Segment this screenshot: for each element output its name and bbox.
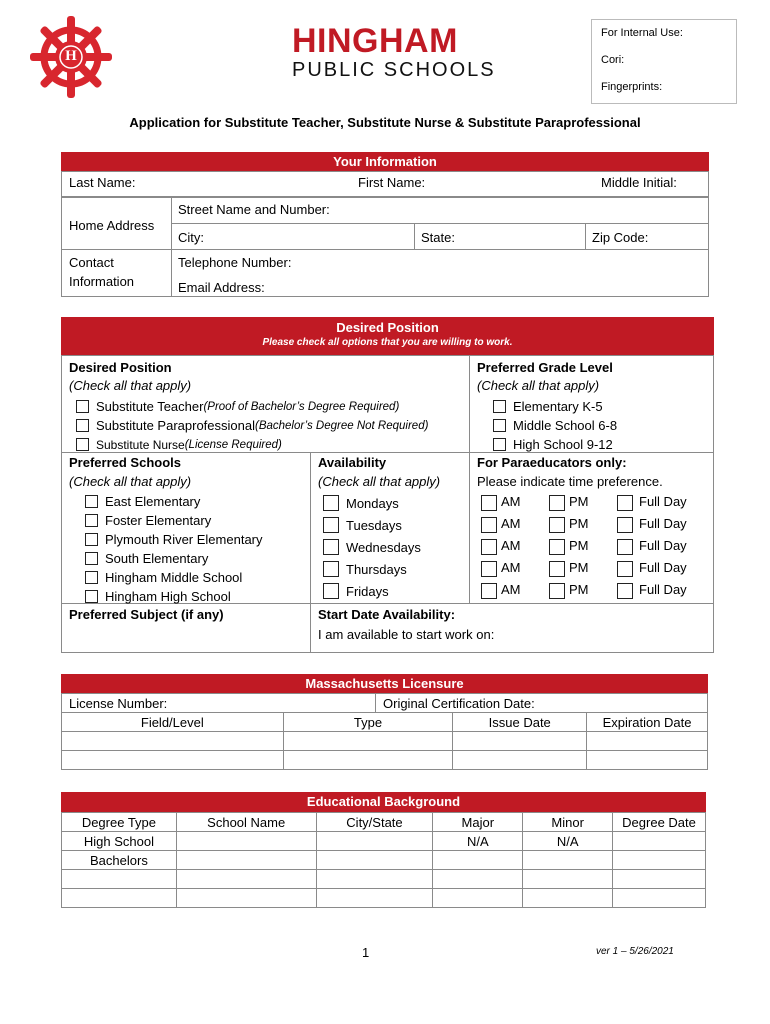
- checkbox[interactable]: [493, 438, 506, 451]
- time-option-label: AM: [501, 516, 521, 531]
- availability-title: Availability: [318, 455, 387, 470]
- table-cell[interactable]: [62, 751, 284, 770]
- school-logo: [28, 14, 114, 100]
- licensure-heading: Massachusetts Licensure: [61, 674, 708, 694]
- desired-position-subtitle: Please check all options that you are willing to work.: [262, 337, 513, 348]
- availability-check-all: (Check all that apply): [318, 474, 441, 489]
- brand-name: HINGHAM: [292, 22, 458, 60]
- table-cell[interactable]: [62, 870, 177, 889]
- grade-options: [493, 397, 693, 454]
- table-cell[interactable]: Bachelors: [62, 851, 177, 870]
- position-option: [76, 416, 466, 435]
- school-option-label: South Elementary: [105, 551, 209, 566]
- city-label[interactable]: City:: [178, 230, 204, 245]
- school-option: [85, 549, 305, 568]
- table-cell[interactable]: N/A: [523, 832, 613, 851]
- table-cell[interactable]: [283, 732, 453, 751]
- page-title: Application for Substitute Teacher, Substitute Nurse & Substitute Paraprofessional: [129, 115, 641, 130]
- checkbox[interactable]: [76, 419, 89, 432]
- table-cell[interactable]: [316, 832, 433, 851]
- subject-label[interactable]: Preferred Subject (if any): [69, 607, 224, 622]
- checkbox[interactable]: [76, 400, 89, 413]
- table-cell[interactable]: [62, 732, 284, 751]
- position-option-label: Substitute Teacher: [96, 399, 204, 414]
- checkbox[interactable]: [323, 517, 339, 533]
- grade-option: [493, 435, 693, 454]
- checkbox[interactable]: [549, 517, 565, 533]
- table-cell[interactable]: [433, 870, 523, 889]
- checkbox[interactable]: [481, 517, 497, 533]
- table-cell[interactable]: [176, 889, 316, 908]
- column-header: City/State: [316, 813, 433, 832]
- position-title: Desired Position: [69, 360, 172, 375]
- internal-use-box: [591, 19, 737, 104]
- checkbox[interactable]: [481, 495, 497, 511]
- first-name-label[interactable]: First Name:: [358, 175, 426, 190]
- contact-label-line2: Information: [69, 274, 135, 289]
- table-cell[interactable]: [453, 751, 587, 770]
- para-title: For Paraeducators only:: [477, 455, 627, 470]
- table-cell[interactable]: [176, 832, 316, 851]
- table-cell[interactable]: [176, 870, 316, 889]
- checkbox[interactable]: [85, 552, 98, 565]
- time-option-label: PM: [569, 494, 589, 509]
- time-option-label: PM: [569, 516, 589, 531]
- checkbox[interactable]: [481, 561, 497, 577]
- checkbox[interactable]: [481, 539, 497, 555]
- school-option-label: Hingham Middle School: [105, 570, 243, 585]
- fingerprints-label: Fingerprints:: [601, 81, 663, 93]
- checkbox[interactable]: [617, 539, 633, 555]
- checkbox[interactable]: [85, 571, 98, 584]
- checkbox[interactable]: [323, 539, 339, 555]
- time-option-label: PM: [569, 582, 589, 597]
- school-option: [85, 568, 305, 587]
- table-row: [62, 870, 706, 889]
- desired-position-heading: [61, 317, 714, 355]
- table-cell[interactable]: [433, 851, 523, 870]
- your-info-heading: Your Information: [61, 152, 709, 171]
- para-subtitle: Please indicate time preference.: [477, 474, 663, 489]
- time-row: [481, 558, 711, 580]
- street-label[interactable]: Street Name and Number:: [178, 202, 330, 217]
- school-option-label: East Elementary: [105, 494, 201, 509]
- page-number: 1: [362, 945, 370, 960]
- position-option-label: Substitute Nurse: [96, 437, 185, 452]
- position-option-label: Substitute Paraprofessional: [96, 418, 255, 433]
- table-cell[interactable]: [613, 889, 706, 908]
- day-option: [323, 536, 463, 558]
- checkbox[interactable]: [617, 583, 633, 599]
- time-row: [481, 536, 711, 558]
- day-option: [323, 492, 463, 514]
- school-options: [85, 492, 305, 606]
- position-check-all: (Check all that apply): [69, 378, 192, 393]
- start-date-label[interactable]: I am available to start work on:: [318, 627, 495, 642]
- time-option-label: AM: [501, 494, 521, 509]
- schools-check-all: (Check all that apply): [69, 474, 192, 489]
- checkbox[interactable]: [549, 495, 565, 511]
- last-name-label[interactable]: Last Name:: [69, 175, 136, 190]
- state-label[interactable]: State:: [421, 230, 455, 245]
- table-cell[interactable]: [453, 732, 587, 751]
- grade-option-label: Elementary K-5: [513, 399, 603, 414]
- day-option-label: Tuesdays: [346, 517, 402, 533]
- grade-option-label: Middle School 6-8: [513, 418, 618, 433]
- checkbox[interactable]: [549, 539, 565, 555]
- grade-option: [493, 397, 693, 416]
- table-cell[interactable]: High School: [62, 832, 177, 851]
- school-option-label: Foster Elementary: [105, 513, 212, 528]
- column-header: Issue Date: [453, 713, 587, 732]
- school-option-label: Plymouth River Elementary: [105, 532, 263, 547]
- day-option: [323, 580, 463, 602]
- table-header-row: [62, 813, 706, 832]
- time-option-label: Full Day: [639, 516, 687, 531]
- education-table: [61, 812, 706, 908]
- table-row: [62, 832, 706, 851]
- start-date-title: Start Date Availability:: [318, 607, 456, 622]
- email-label[interactable]: Email Address:: [178, 280, 265, 295]
- table-cell[interactable]: [176, 851, 316, 870]
- day-options: [323, 492, 463, 602]
- position-option-note: (License Required): [184, 438, 282, 451]
- grade-check-all: (Check all that apply): [477, 378, 600, 393]
- checkbox[interactable]: [85, 590, 98, 603]
- day-option-label: Wednesdays: [346, 539, 421, 555]
- table-cell[interactable]: [62, 889, 177, 908]
- position-option: [76, 435, 466, 454]
- telephone-label[interactable]: Telephone Number:: [178, 255, 292, 270]
- time-row: [481, 514, 711, 536]
- time-option-label: AM: [501, 560, 521, 575]
- checkbox[interactable]: [323, 561, 339, 577]
- table-cell[interactable]: [523, 889, 613, 908]
- checkbox[interactable]: [493, 400, 506, 413]
- column-header: Major: [433, 813, 523, 832]
- brand-subtitle: PUBLIC SCHOOLS: [292, 59, 496, 81]
- divider-vertical-right: [469, 355, 470, 603]
- time-option-label: Full Day: [639, 560, 687, 575]
- table-row: [62, 889, 706, 908]
- column-header: Degree Date: [613, 813, 706, 832]
- city-cell: [171, 223, 415, 250]
- time-options: [481, 492, 711, 602]
- table-cell[interactable]: [613, 851, 706, 870]
- zip-label[interactable]: Zip Code:: [592, 230, 649, 245]
- day-option: [323, 558, 463, 580]
- school-option: [85, 511, 305, 530]
- table-row: [62, 851, 706, 870]
- checkbox[interactable]: [323, 583, 339, 599]
- column-header: Degree Type: [62, 813, 177, 832]
- day-option-label: Fridays: [346, 583, 389, 599]
- column-header: School Name: [176, 813, 316, 832]
- day-option-label: Thursdays: [346, 561, 407, 577]
- schools-title: Preferred Schools: [69, 455, 181, 470]
- licensure-table: [61, 712, 708, 770]
- table-cell[interactable]: N/A: [433, 832, 523, 851]
- position-options: [76, 397, 466, 454]
- checkbox[interactable]: [617, 561, 633, 577]
- table-cell[interactable]: [316, 889, 433, 908]
- school-option: [85, 587, 305, 606]
- checkbox[interactable]: [549, 583, 565, 599]
- time-row: [481, 492, 711, 514]
- grade-option-label: High School 9-12: [513, 437, 613, 452]
- table-cell[interactable]: [523, 870, 613, 889]
- version-label: ver 1 – 5/26/2021: [596, 946, 674, 957]
- position-option: [76, 397, 466, 416]
- checkbox[interactable]: [76, 438, 89, 451]
- time-option-label: AM: [501, 582, 521, 597]
- checkbox[interactable]: [493, 419, 506, 432]
- table-cell[interactable]: [316, 851, 433, 870]
- internal-use-title: For Internal Use:: [601, 27, 683, 39]
- cori-label: Cori:: [601, 54, 625, 66]
- column-header: Type: [283, 713, 453, 732]
- grade-option: [493, 416, 693, 435]
- school-option: [85, 530, 305, 549]
- table-cell[interactable]: [613, 870, 706, 889]
- table-cell[interactable]: [523, 851, 613, 870]
- time-option-label: Full Day: [639, 582, 687, 597]
- education-heading: Educational Background: [61, 792, 706, 812]
- table-cell[interactable]: [316, 870, 433, 889]
- table-cell[interactable]: [587, 732, 708, 751]
- license-number-label[interactable]: License Number:: [69, 696, 168, 711]
- day-option-label: Mondays: [346, 495, 399, 511]
- orig-cert-label[interactable]: Original Certification Date:: [383, 696, 535, 711]
- contact-label-line1: Contact: [69, 255, 114, 270]
- school-option-label: Hingham High School: [105, 589, 231, 604]
- position-option-note: (Bachelor’s Degree Not Required): [254, 419, 429, 432]
- day-option: [323, 514, 463, 536]
- school-option: [85, 492, 305, 511]
- table-cell[interactable]: [613, 832, 706, 851]
- table-header-row: [62, 713, 708, 732]
- time-option-label: Full Day: [639, 538, 687, 553]
- time-option-label: Full Day: [639, 494, 687, 509]
- time-option-label: AM: [501, 538, 521, 553]
- table-cell[interactable]: [433, 889, 523, 908]
- checkbox[interactable]: [85, 514, 98, 527]
- desired-position-title: Desired Position: [336, 320, 439, 335]
- time-option-label: PM: [569, 560, 589, 575]
- time-option-label: PM: [569, 538, 589, 553]
- table-cell[interactable]: [587, 751, 708, 770]
- logo-letter: H: [65, 48, 77, 64]
- checkbox[interactable]: [85, 533, 98, 546]
- table-row: [62, 732, 708, 751]
- middle-initial-label[interactable]: Middle Initial:: [601, 175, 677, 190]
- home-address-label: Home Address: [69, 218, 155, 233]
- checkbox[interactable]: [549, 561, 565, 577]
- table-row: [62, 751, 708, 770]
- checkbox[interactable]: [617, 517, 633, 533]
- checkbox[interactable]: [617, 495, 633, 511]
- checkbox[interactable]: [481, 583, 497, 599]
- table-cell[interactable]: [283, 751, 453, 770]
- divider-vertical-left: [310, 452, 311, 653]
- column-header: Minor: [523, 813, 613, 832]
- time-row: [481, 580, 711, 602]
- column-header: Expiration Date: [587, 713, 708, 732]
- grade-title: Preferred Grade Level: [477, 360, 613, 375]
- checkbox[interactable]: [323, 495, 339, 511]
- column-header: Field/Level: [62, 713, 284, 732]
- position-option-note: (Proof of Bachelor’s Degree Required): [203, 400, 400, 413]
- checkbox[interactable]: [85, 495, 98, 508]
